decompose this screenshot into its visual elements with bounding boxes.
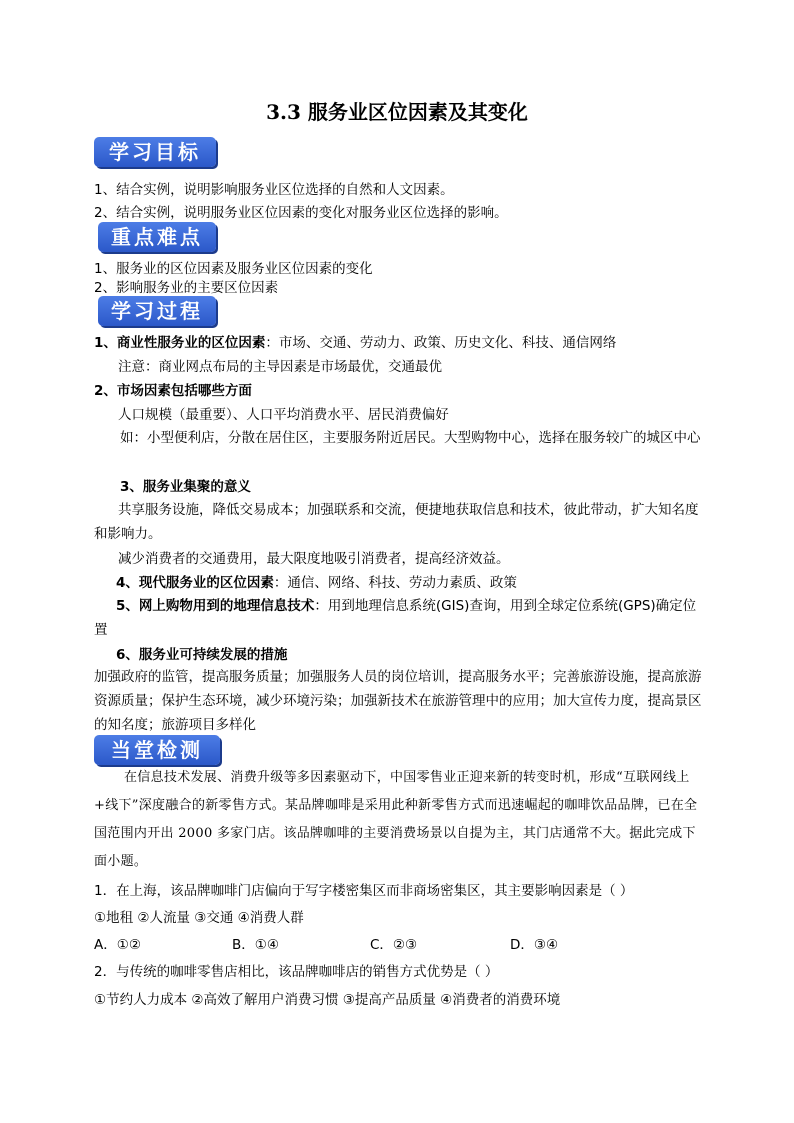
point-example: 如：小型便利店，分散在居住区，主要服务附近居民。大型购物中心，选择在服务较广的城区中心: [120, 430, 701, 446]
key-point-item: 2、影响服务业的主要区位因素: [94, 280, 279, 296]
point-heading: 4、现代服务业的区位因素: [116, 575, 274, 591]
process-note: 注意：商业网点布局的主导因素是市场最优，交通最优: [118, 359, 442, 375]
option-d: D．③④: [510, 937, 559, 953]
banner-objectives: 学习目标: [94, 137, 216, 167]
process-point-4: [116, 571, 517, 591]
point-heading: 2、市场因素包括哪些方面: [94, 383, 252, 399]
objective-item: 1、结合实例，说明影响服务业区位选择的自然和人文因素。: [94, 182, 454, 198]
point-heading: 6、服务业可持续发展的措施: [116, 647, 288, 663]
question-2-items: ①节约人力成本 ②高效了解用户消费习惯 ③提高产品质量 ④消费者的消费环境: [94, 992, 561, 1008]
objective-item: 2、结合实例，说明服务业区位因素的变化对服务业区位选择的影响。: [94, 205, 508, 221]
point-heading: 3、服务业集聚的意义: [120, 479, 251, 495]
option-c: C．②③: [370, 937, 418, 953]
point-body: 减少消费者的交通费用，最大限度地吸引消费者，提高经济效益。: [118, 551, 510, 567]
point-body: 人口规模（最重要）、人口平均消费水平、居民消费偏好: [118, 407, 449, 423]
process-point-5: [94, 594, 706, 642]
point-heading: 5、网上购物用到的地理信息技术: [116, 598, 315, 614]
key-point-item: 1、服务业的区位因素及服务业区位因素的变化: [94, 261, 373, 277]
banner-process: 学习过程: [98, 296, 216, 326]
point-body: ：通信、网络、科技、劳动力素质、政策: [273, 575, 517, 591]
question-1-items: ①地租 ②人流量 ③交通 ④消费人群: [94, 910, 304, 926]
point-body: 加强政府的监管，提高服务质量；加强服务人员的岗位培训，提高服务水平；完善旅游设施，提高旅游资源质量；保护生态环境，减少环境污染；加强新技术在旅游管理中的应用；加大宣传力度，提高景区的知名度；旅游项目多样化: [94, 669, 702, 733]
banner-check: 当堂检测: [94, 735, 220, 765]
question-1: 1．在上海，该品牌咖啡门店偏向于写字楼密集区而非商场密集区，其主要影响因素是（ ）: [94, 883, 634, 899]
point-body: ：用到地理信息系统(GIS)查询，用到全球定位系统(GPS)确定位置: [94, 598, 697, 638]
question-2: 2．与传统的咖啡零售店相比，该品牌咖啡店的销售方式优势是（ ）: [94, 964, 499, 980]
option-a: A．①②: [94, 937, 141, 953]
page-title: 3.3 服务业区位因素及其变化: [266, 100, 528, 124]
point-body: 共享服务设施，降低交易成本；加强联系和交流，便捷地获取信息和技术，彼此带动，扩大知名度和影响力。: [94, 502, 699, 542]
option-b: B．①④: [232, 937, 279, 953]
quiz-passage: 在信息技术发展、消费升级等多因素驱动下，中国零售业正迎来新的转变时机，形成“互联网线上+线下”深度融合的新零售方式。某品牌咖啡是采用此种新零售方式而迅速崛起的咖啡饮品品牌，已在全国范围内开出 2000 多家门店。该品牌咖啡的主要消费场景以自提为主，其门店通常不大。据此完成下面小题。: [94, 770, 698, 869]
process-point-1: [94, 331, 616, 351]
point-heading: 1、商业性服务业的区位因素: [94, 335, 266, 351]
banner-key-points: 重点难点: [98, 222, 216, 252]
point-body: ：市场、交通、劳动力、政策、历史文化、科技、通信网络: [265, 335, 617, 351]
